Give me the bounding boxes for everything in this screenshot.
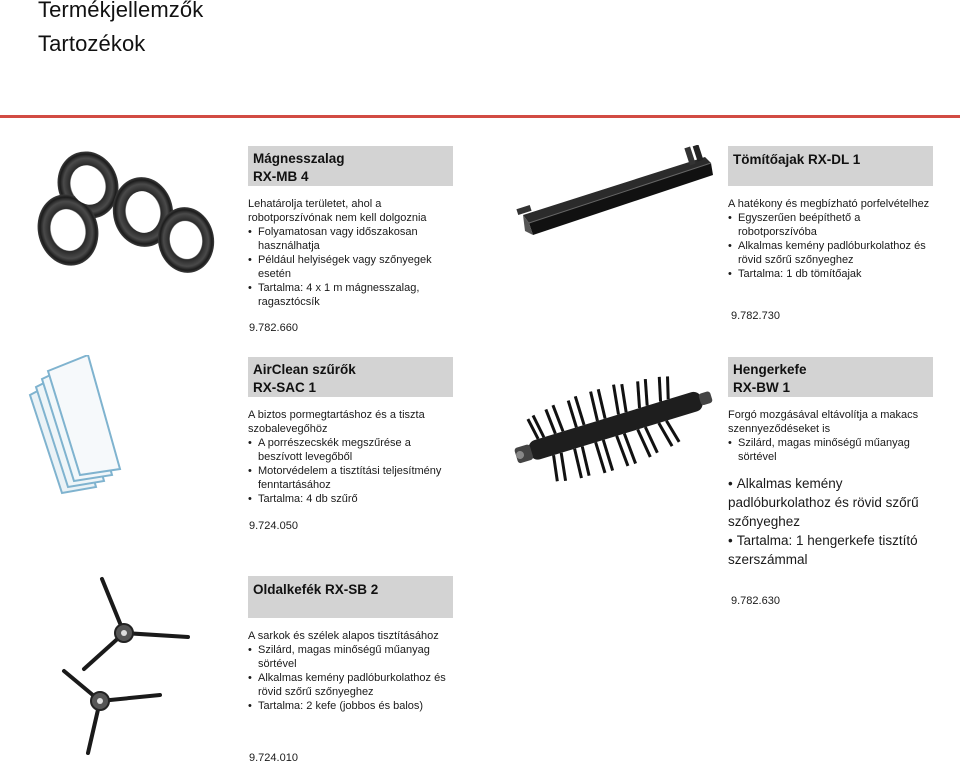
product-code: 9.782.730 [731, 310, 780, 322]
product-code: 9.724.010 [249, 752, 298, 764]
product-airclean-card [248, 357, 453, 506]
product-name: AirClean szűrők [253, 362, 356, 377]
feature-item: • Tartalma: 4 db szűrő [248, 492, 453, 506]
feature-item: • Tartalma: 1 db tömítőajak [728, 267, 933, 281]
product-header [248, 146, 453, 186]
product-intro: A hatékony és megbízható porfelvételhez [728, 198, 930, 210]
product-name: Hengerkefe [733, 362, 807, 377]
product-code: 9.782.660 [249, 322, 298, 334]
roller-brush-icon [508, 372, 723, 482]
page-subtitle: Tartozékok [38, 31, 146, 56]
product-magnet-card [248, 146, 453, 309]
product-model: RX-MB 4 [253, 169, 309, 184]
feature-item: • Tartalma: 4 x 1 m mágnesszalag, ragasztócsík [248, 281, 453, 309]
product-description [728, 197, 933, 281]
feature-item: • Tartalma: 1 hengerkefe tisztító szerszámmal [728, 531, 933, 569]
feature-item: • Szilárd, magas minőségű műanyag sörtével [248, 643, 453, 671]
feature-item: • Folyamatosan vagy időszakosan használhatja [248, 225, 453, 253]
product-code: 9.782.630 [731, 595, 780, 607]
feature-list-large [728, 474, 933, 569]
product-intro: Forgó mozgásával eltávolítja a makacs szennyeződéseket is [728, 409, 919, 435]
product-intro: A biztos pormegtartáshoz és a tiszta szobalevegőhöz [248, 409, 425, 435]
product-model: RX-SAC 1 [253, 380, 317, 395]
feature-list [728, 436, 933, 464]
feature-item: • Alkalmas kemény padlóburkolathoz és rövid szőrű szőnyeghez [728, 474, 933, 531]
feature-item: • Szilárd, magas minőségű műanyag sörtével [728, 436, 933, 464]
feature-item: • Motorvédelem a tisztítási teljesítmény fenntartásához [248, 464, 453, 492]
product-name: Mágnesszalag [253, 151, 345, 166]
product-header [248, 357, 453, 397]
side-brushes-icon [60, 575, 200, 755]
feature-item: • Tartalma: 2 kefe (jobbos és balos) [248, 699, 453, 713]
product-model: RX-BW 1 [733, 380, 790, 395]
feature-item: • A porrészecskék megszűrése a beszívott levegőből [248, 436, 453, 464]
product-intro: Lehatárolja területet, ahol a robotporszívónak nem kell dolgoznia [248, 198, 427, 224]
product-description [728, 408, 933, 464]
product-code: 9.724.050 [249, 520, 298, 532]
product-description [248, 408, 453, 506]
product-seal-card [728, 146, 933, 281]
product-description [248, 629, 453, 713]
feature-list [248, 225, 453, 309]
feature-item: • Alkalmas kemény padlóburkolathoz és rövid szőrű szőnyeghez [728, 239, 933, 267]
feature-item: • Például helyiségek vagy szőnyegek esetén [248, 253, 453, 281]
page-title: Termékjellemzők [38, 0, 204, 22]
feature-item: • Egyszerűen beépíthető a robotporszívóba [728, 211, 933, 239]
product-intro: A sarkok és szélek alapos tisztításához [248, 630, 439, 642]
product-name: Oldalkefék RX-SB 2 [253, 582, 379, 597]
feature-list [728, 211, 933, 281]
magnetic-tape-rolls-icon [28, 140, 218, 280]
product-name: Tömítőajak RX-DL 1 [733, 152, 861, 167]
product-description-large [728, 474, 933, 569]
feature-list [248, 643, 453, 713]
product-description [248, 197, 453, 309]
product-roller-card [728, 357, 933, 569]
product-header [728, 357, 933, 397]
filter-stack-icon [28, 355, 133, 495]
title-divider [0, 115, 960, 118]
product-header [728, 146, 933, 186]
feature-list [248, 436, 453, 506]
sealing-lip-icon [515, 145, 720, 245]
product-header [248, 576, 453, 618]
product-side-card [248, 576, 453, 713]
feature-item: • Alkalmas kemény padlóburkolathoz és rövid szőrű szőnyeghez [248, 671, 453, 699]
